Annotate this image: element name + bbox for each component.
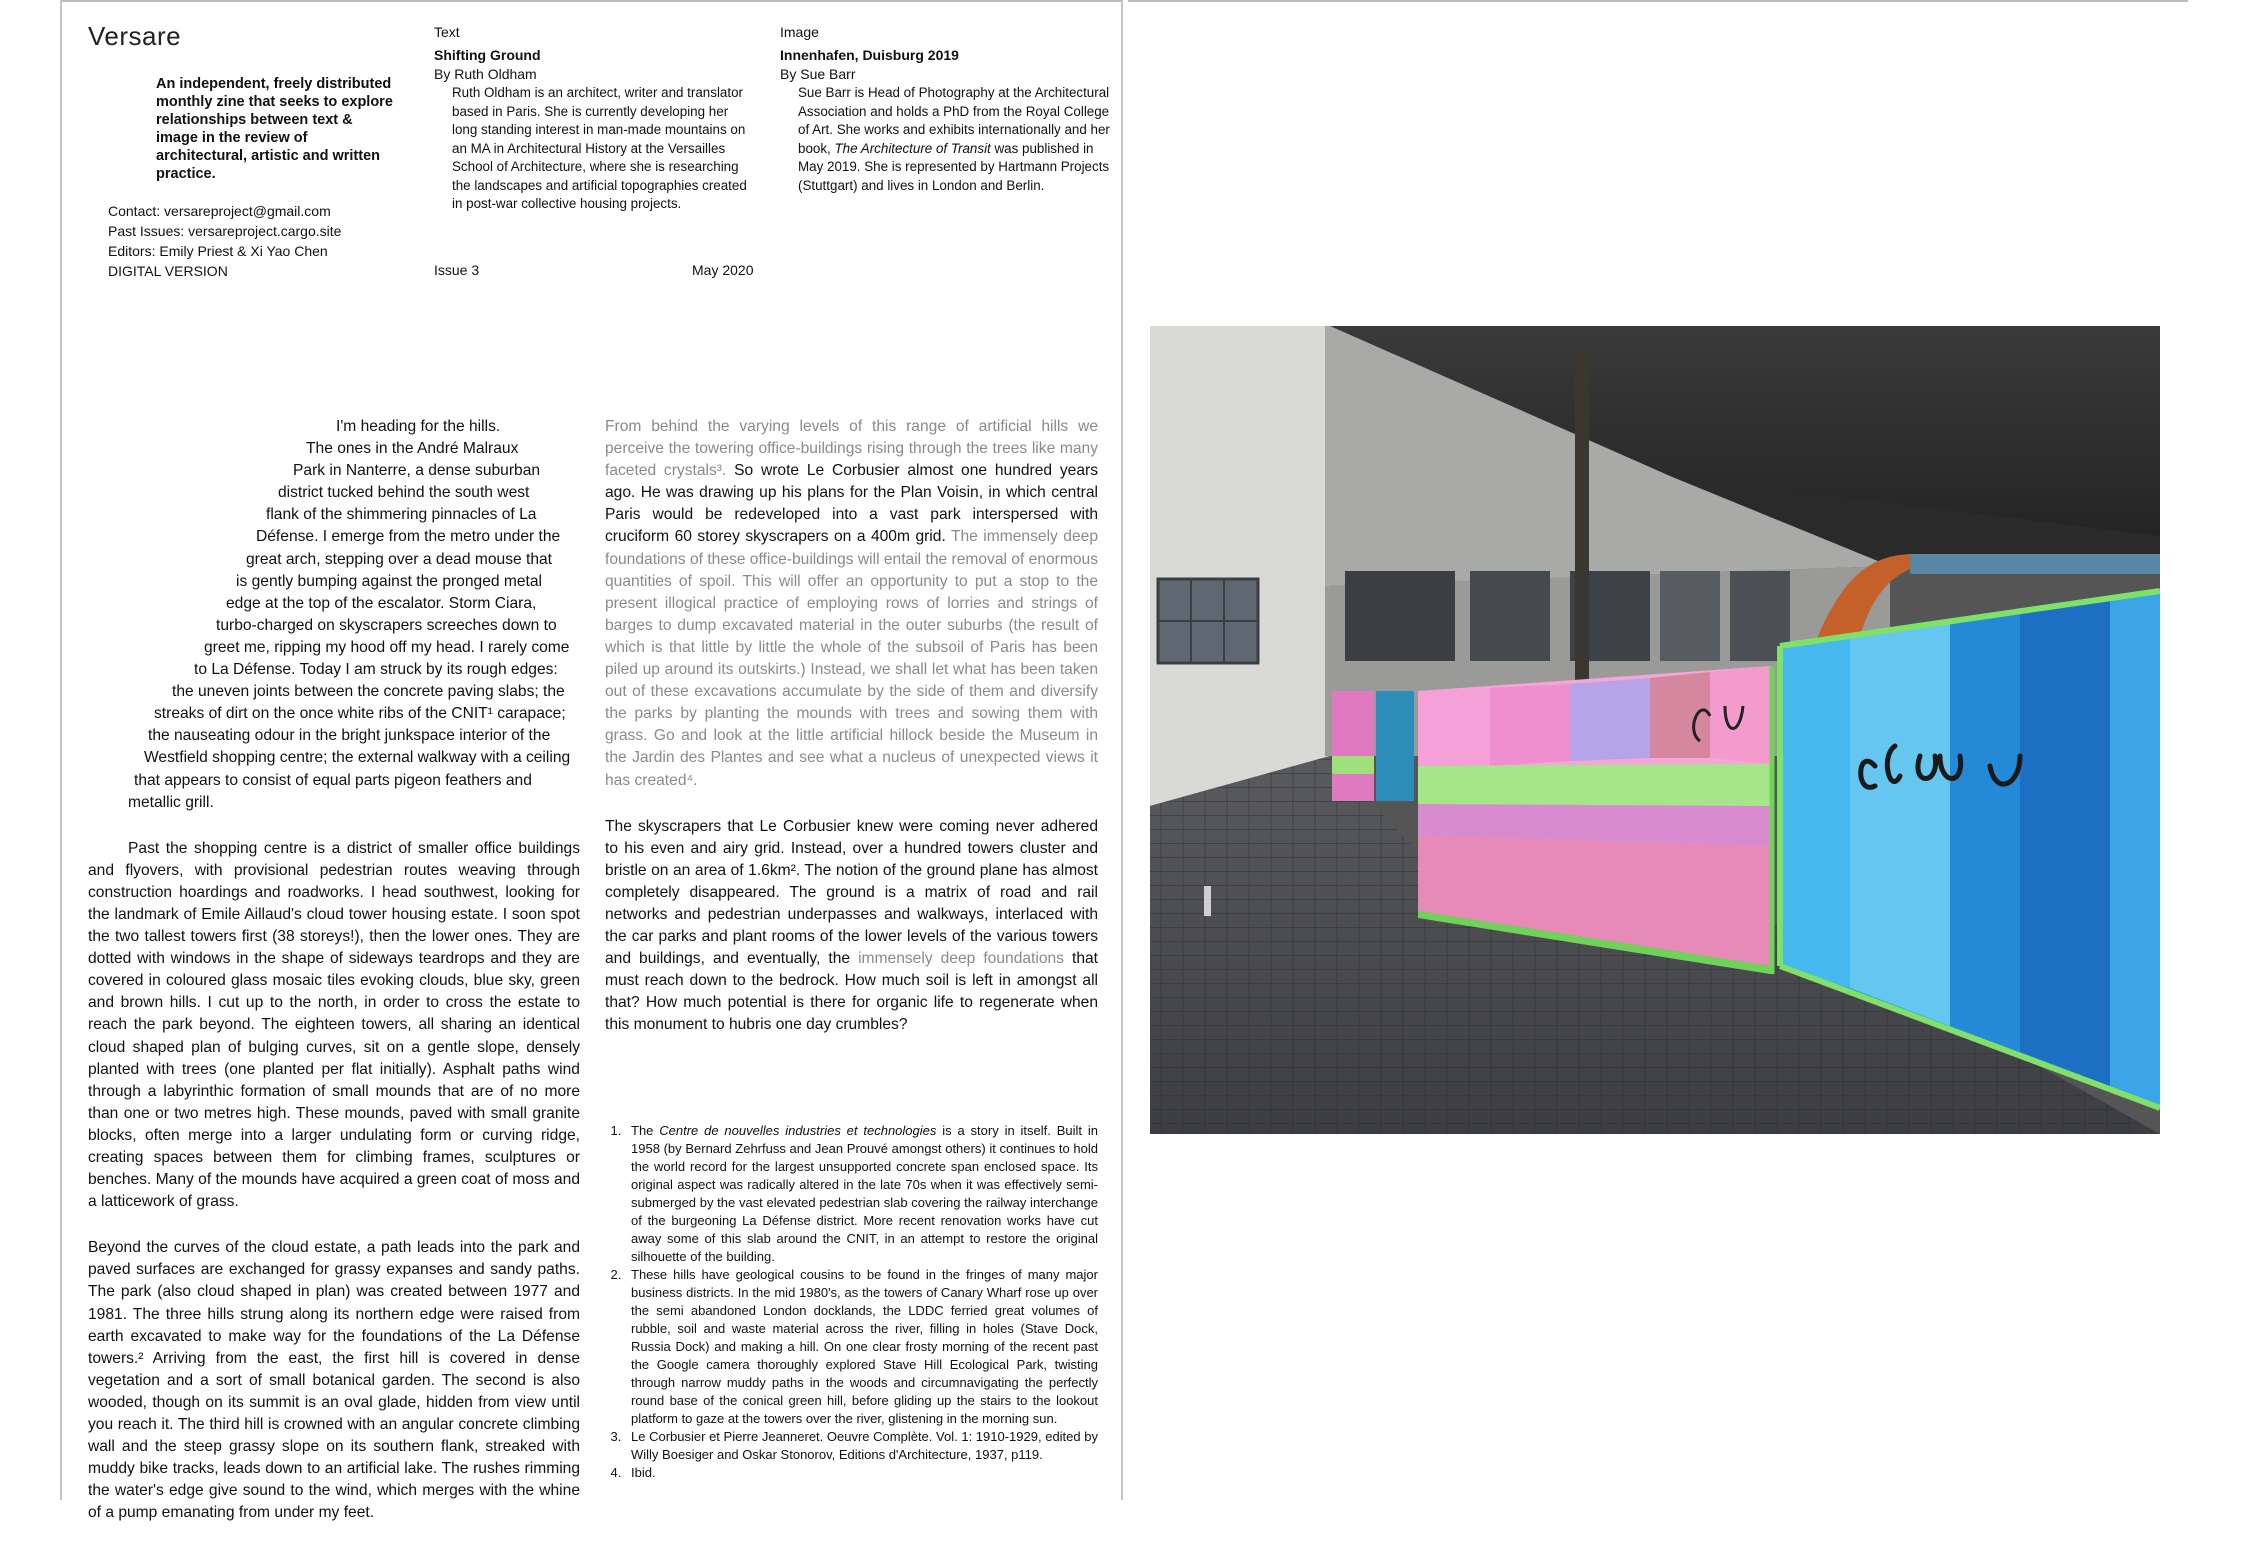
- corbusier-quote-2: The immensely deep foundations of these office-buildings will entail the removal of enormous quantities of spoil. This will offer an opportunity to put a stop to the present illogical practice of employing rows of lorries and strings of barges to dump excavated material in the outer suburbs (the result of which is that little by little the whole of the subsoil of Paris has been piled up around its outskirts.) Instead, we shall let what has been taken out of these excavations accumulate by the side of them and diversify the parks by planting the mounds with trees and sowing them with grass. Go and look at the little artificial hillock beside the Museum in the Jardin des Plantes and see what a nucleus of unexpected views it has created⁴.: [605, 528, 1098, 789]
- footnote-1: 1. The Centre de nouvelles industries et technologies is a story in itself. Built in 1958 (by Bernard Zehrfuss and Jean Prouvé amongst others) it continues to hold the world record for the largest unsupported concrete span enclosed space. Its original aspect was radically altered in the late 70s when it was effectively semi-submerged by the vast elevated pedestrian slab covering the railway interchange of the burgeoning La Défense district. More recent renovation works have cut away some of this slab around the CNIT, in an attempt to restore the original silhouette of the building.: [625, 1122, 1098, 1266]
- contact-email: Contact: versareproject@gmail.com: [108, 203, 331, 219]
- issue-number: Issue 3: [434, 262, 480, 278]
- zine-masthead: Versare: [88, 21, 182, 51]
- essay-byline: By Ruth Oldham: [434, 66, 537, 82]
- version-label: DIGITAL VERSION: [108, 263, 228, 279]
- essay-left-column: [88, 416, 580, 1549]
- corbusier-quote-1: From behind the varying levels of this range of artificial hills we perceive the towering office-buildings rising through the trees like many faceted crystals³.: [605, 418, 1098, 480]
- image-section-label: Image: [780, 24, 819, 40]
- essay-title: Shifting Ground: [434, 47, 541, 63]
- footnote-2: 2. These hills have geological cousins to be found in the fringes of many major business districts. In the mid 1980's, as the towers of Canary Wharf rose up over the semi abandoned London docklands, the LDDC ferried great volumes of rubble, soil and waste material across the river, filling in holes (Stave Dock, Russia Dock) and making a hill. On one clear frosty morning of the recent past the Google camera thoroughly explored Stave Hill Ecological Park, twisting through narrow muddy paths in the woods and circumnavigating the perfectly round base of the conical green hill, before gliding up the stairs to the lookout platform to gaze at the towers over the river, glistening in the morning sun.: [625, 1266, 1098, 1428]
- book-title: The Architecture of Transit: [834, 140, 991, 156]
- left-page-top-edge: [62, 0, 1121, 2]
- essay-paragraph-2: Past the shopping centre is a district of smaller office buildings and flyovers, with provisional pedestrian routes weaving through construction hoardings and roadworks. I head southwest, looking for the landmark of Emile Aillaud's cloud tower housing estate. I soon spot the two tallest towers first (38 storeys!), then the lower ones. They are dotted with windows in the shape of sideways teardrops and they are covered in coloured glass mosaic tiles evoking clouds, blue sky, green and brown hills. I cut up to the north, in order to cross the estate to reach the park beyond. The eighteen towers, all sharing an identical cloud shaped plan of bulging curves, sit on a gentle slope, densely planted with trees (one planted per flat initially). Asphalt paths wind through a labyrinthic formation of small mounds that are of no more than one or two metres high. These mounds, paved with small granite blocks, often merge into a larger undulating form or curving ridge, creating spaces between them for climbing frames, sculptures or benches. Many of the mounds have acquired a green coat of moss and a latticework of grass.: [88, 839, 580, 1211]
- editors-credit: Editors: Emily Priest & Xi Yao Chen: [108, 243, 328, 259]
- issue-date: May 2020: [692, 262, 754, 278]
- zine-description: An independent, freely distributed monthly zine that seeks to explore relationships between text & image in the review of architectural, artistic and written practice.: [156, 76, 393, 182]
- photograph-innenhafen: [1150, 326, 2160, 1134]
- footnotes: [605, 1122, 1098, 1482]
- essay-paragraph-5: The skyscrapers that Le Corbusier knew were coming never adhered to his even and airy grid. Instead, over a hundred towers cluster and bristle on an area of 1.6km². The notion of the ground plane has almost completely disappeared. The ground is a matrix of road and rail networks and pedestrian underpasses and walkways, interlaced with the car parks and plant rooms of the lower levels of the various towers and buildings, and eventually, the immensely deep foundations that must reach down to the bedrock. How much soil is left in amongst all that? How much potential is there for organic life to regenerate when this monument to hubris one day crumbles?: [605, 817, 1099, 1034]
- past-issues-link: Past Issues: versareproject.cargo.site: [108, 223, 342, 239]
- footnote-4: 4. Ibid.: [625, 1464, 1098, 1482]
- photo-byline: By Sue Barr: [780, 66, 856, 82]
- page-gutter-line: [1121, 0, 1123, 1500]
- essay-paragraph-3: Beyond the curves of the cloud estate, a path leads into the park and paved surfaces are exchanged for grassy expanses and sandy paths. The park (also cloud shaped in plan) was created between 1977 and 1981. The three hills strung along its northern edge were raised from earth excavated to make way for the foundations of the La Défense towers.² Arriving from the east, the first hill is covered in dense vegetation and a sort of small botanical garden. The second is also wooded, though on its summit is an oval glade, hidden from view until you reach it. The third hill is crowned with an angular concrete climbing wall and the steep grassy slope on its southern flank, streaked with muddy bike tracks, leads down to an artificial lake. The rushes rimming the water's edge give sound to the wind, which merges with the whine of a pump emanating from under my feet.: [88, 1239, 580, 1522]
- photo-title: Innenhafen, Duisburg 2019: [780, 47, 959, 63]
- left-page-edge: [60, 0, 62, 1500]
- footnote-3: 3. Le Corbusier et Pierre Jeanneret. Oeuvre Complète. Vol. 1: 1910-1929, edited by Willy Boesiger and Oskar Stonorov, Editions d'Architecture, 1937, p119.: [625, 1428, 1098, 1464]
- photographer-bio: Sue Barr is Head of Photography at the Architectural Association and holds a PhD from the Royal College of Art. She works and exhibits internationally and her book, The Architecture of Transit was published in May 2019. She is represented by Hartmann Projects (Stuttgart) and lives in London and Berlin.: [798, 85, 1110, 193]
- essay-paragraph-4: From behind the varying levels of this range of artificial hills we perceive the towering office-buildings rising through the trees like many faceted crystals³. So wrote Le Corbusier almost one hundred years ago. He was drawing up his plans for the Plan Voisin, in which central Paris would be redeveloped into a vast park interspersed with cruciform 60 storey skyscrapers on a 400m grid. The immensely deep foundations of these office-buildings will entail the removal of enormous quantities of spoil. This will offer an opportunity to put a stop to the present illogical practice of employing rows of lorries and strings of barges to dump excavated material in the outer suburbs (the result of which is that little by little the whole of the subsoil of Paris has been piled up around its outskirts.) Instead, we shall let what has been taken out of these excavations accumulate by the side of them and diversify the parks by planting the mounds with trees and sowing them with grass. Go and look at the little artificial hillock beside the Museum in the Jardin des Plantes and see what a nucleus of unexpected views it has created⁴.: [605, 418, 1098, 789]
- contact-block: [108, 201, 341, 281]
- text-section-label: Text: [434, 24, 460, 40]
- essay-intro: I'm heading for the hills. The ones in the André Malraux Park in Nanterre, a dense suburban district tucked behind the south west flank of the shimmering pinnacles of La Défense. I emerge from the metro under the great arch, stepping over a dead mouse that is gently bumping against the pronged metal edge at the top of the escalator. Storm Ciara, turbo-charged on skyscrapers screeches down to greet me, ripping my hood off my head. I rarely come to La Défense. Today I am struck by its rough edges: the uneven joints between the concrete paving slabs; the streaks of dirt on the once white ribs of the CNIT¹ carapace; the nauseating odour in the bright junkspace interior of the Westfield shopping centre; the external walkway with a ceiling that appears to consist of equal parts pigeon feathers and metallic grill.: [128, 418, 571, 811]
- text-credit-column: [434, 23, 754, 214]
- image-credit-column: [780, 23, 1110, 195]
- corbusier-quote-3: immensely deep foundations: [858, 950, 1064, 968]
- essay-right-column: [605, 416, 1098, 1061]
- author-bio: Ruth Oldham is an architect, writer and translator based in Paris. She is currently developing her long standing interest in man-made mountains on an MA in Architectural History at the Versailles School of Architecture, where she is researching the landscapes and artificial topographies created in post-war collective housing projects.: [452, 85, 747, 211]
- right-page-top-edge: [1128, 0, 2188, 2]
